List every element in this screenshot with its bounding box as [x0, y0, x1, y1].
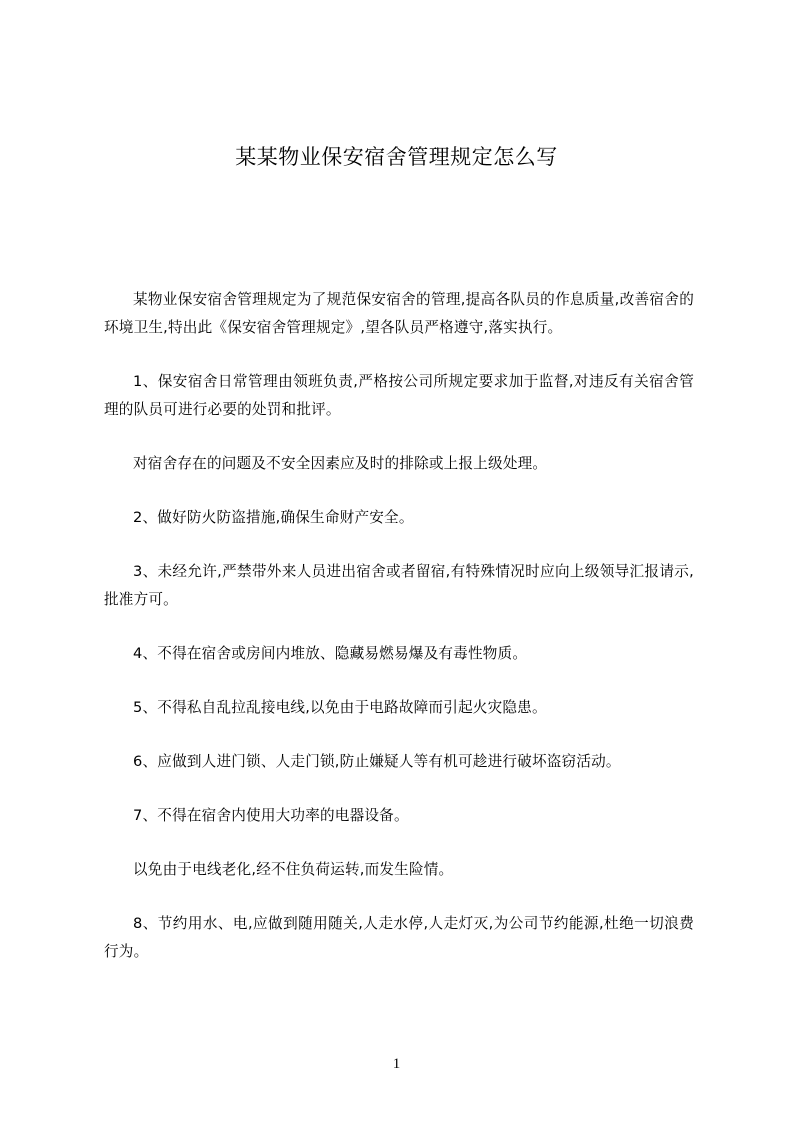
paragraph-rule-8: 8、节约用水、电,应做到随用随关,人走水停,人走灯灭,为公司节约能源,杜绝一切浪费行为。 — [104, 915, 694, 960]
paragraph-rule-1: 1、保安宿舍日常管理由领班负责,严格按公司所规定要求加于监督,对违反有关宿舍管理的队员可进行必要的处罚和批评。 — [104, 373, 694, 418]
paragraph-rule-7-note: 以免由于电线老化,经不住负荷运转,而发生险情。 — [133, 861, 454, 878]
paragraph-rule-7: 7、不得在宿舍内使用大功率的电器设备。 — [133, 807, 409, 824]
paragraph-rule-4: 4、不得在宿舍或房间内堆放、隐藏易燃易爆及有毒性物质。 — [133, 645, 528, 662]
paragraph-intro: 某物业保安宿舍管理规定为了规范保安宿舍的管理,提高各队员的作息质量,改善宿舍的环境卫生,特出此《保安宿舍管理规定》,望各队员严格遵守,落实执行。 — [104, 291, 694, 336]
page-number: 1 — [392, 1056, 401, 1072]
paragraph-rule-3: 3、未经允许,严禁带外来人员进出宿舍或者留宿,有特殊情况时应向上级领导汇报请示,批准方可。 — [104, 563, 694, 608]
paragraph-rule-6: 6、应做到人进门锁、人走门锁,防止嫌疑人等有机可趁进行破坏盗窃活动。 — [133, 753, 621, 770]
paragraph-rule-2: 2、做好防火防盗措施,确保生命财产安全。 — [133, 509, 414, 526]
paragraph-rule-5: 5、不得私自乱拉乱接电线,以免由于电路故障而引起火灾隐患。 — [133, 699, 547, 716]
paragraph-rule-1-note: 对宿舍存在的问题及不安全因素应及时的排除或上报上级处理。 — [133, 455, 548, 472]
document-body — [104, 286, 694, 992]
page-title: 某某物业保安宿舍管理规定怎么写 — [235, 145, 558, 169]
